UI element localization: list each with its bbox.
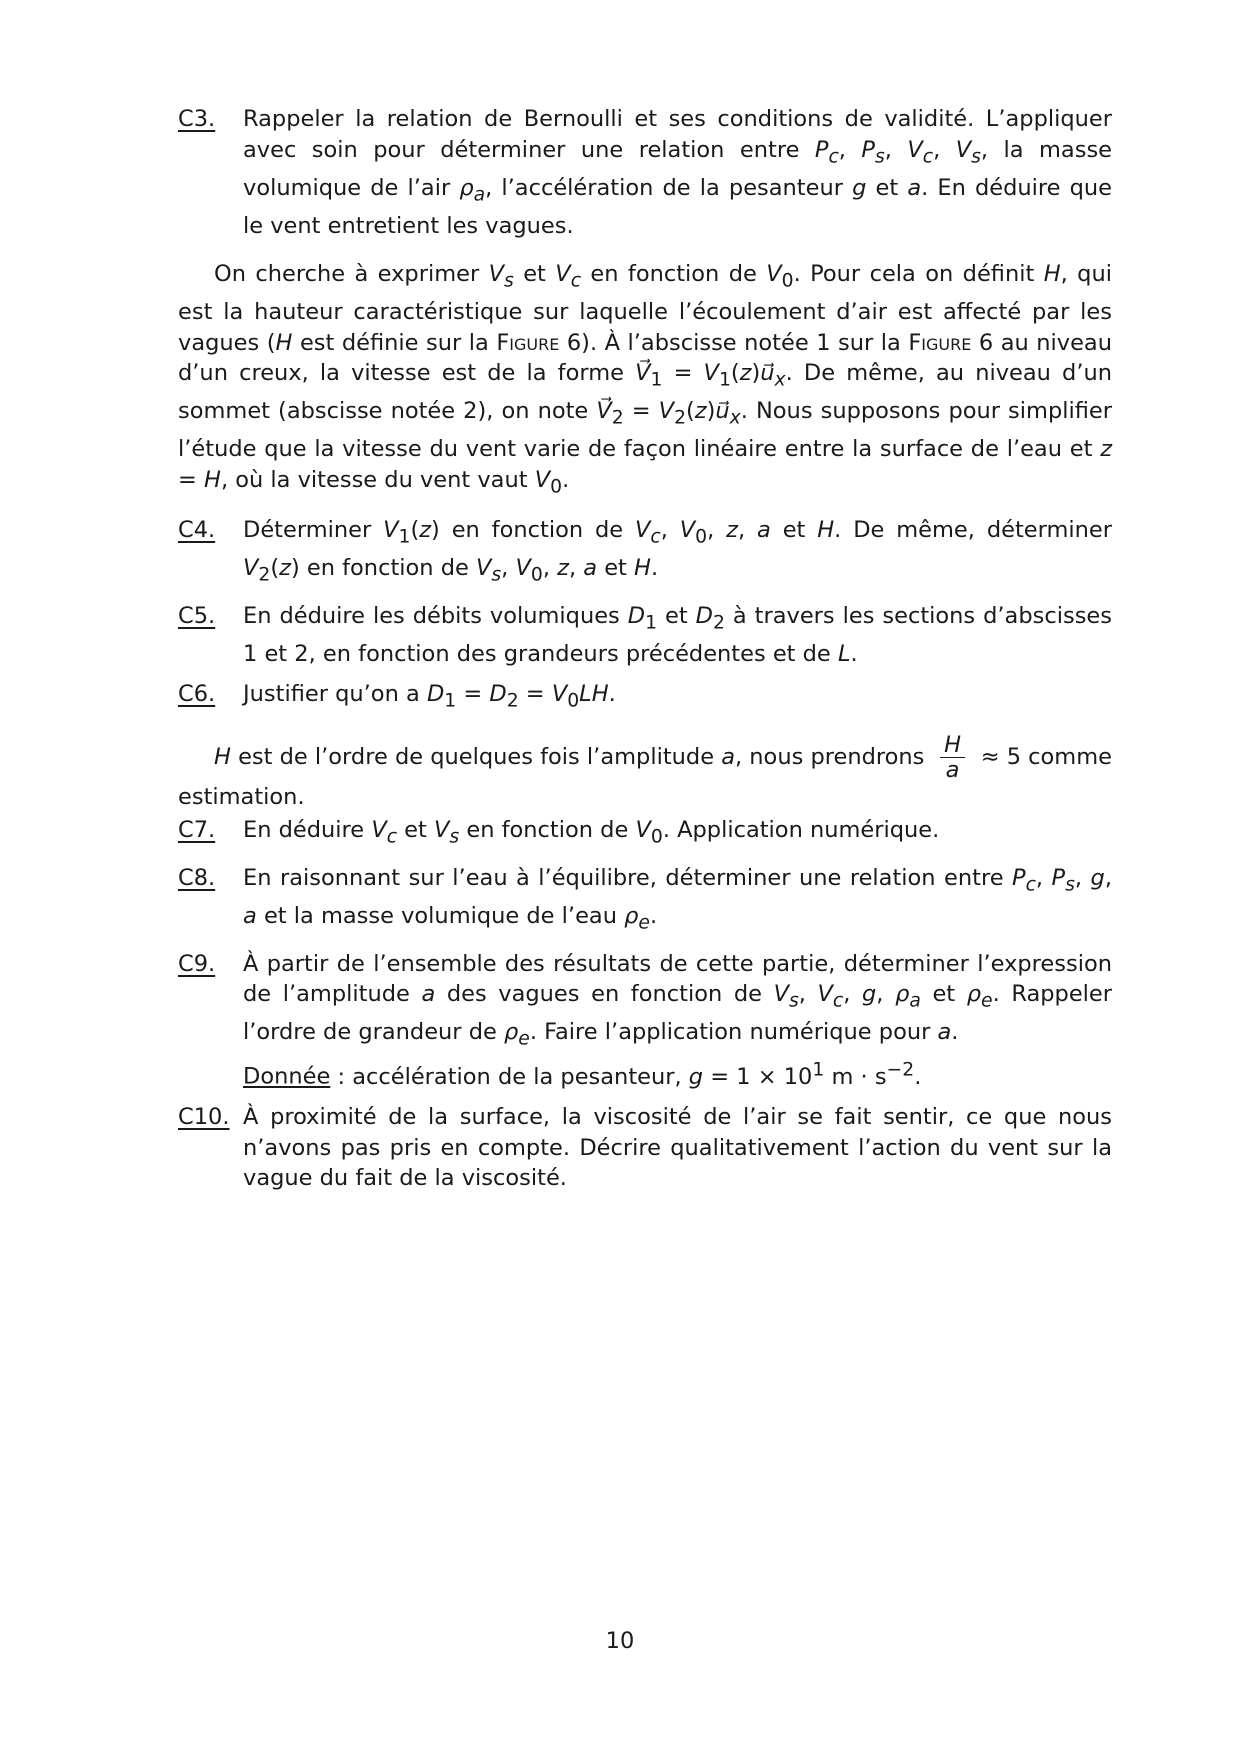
question-text: À proximité de la surface, la viscosité de l’air se fait sentir, ce que nous n’avons pas pris en compte. Décrire qualitativement l’action du vent sur la vague du fait de la viscosité. xyxy=(243,1104,1112,1191)
fraction-h-over-a xyxy=(940,733,965,782)
question-c9 xyxy=(178,949,1112,1093)
question-c6 xyxy=(178,679,1112,717)
question-label: C10. xyxy=(178,1104,230,1130)
question-text: Rappeler la relation de Bernoulli et ses conditions de validité. L’appliquer avec soin pour déterminer une relation entre $P_c$, $P_s$, $V_c$, $V_s$, la masse volumique de l’air $\rho_a$, l’accélération de la pesanteur g et a. En déduire que le vent entretient les vagues. xyxy=(243,106,1113,239)
estimation-text-before: H est de l’ordre de quelques fois l’amplitude a, nous prendrons xyxy=(214,744,925,771)
data-label: Donnée xyxy=(243,1063,331,1090)
question-c3 xyxy=(178,104,1112,241)
question-text: Déterminer $V_1(z)$ en fonction de $V_c$, $V_0$, z, a et H. De même, déterminer $V_2(z)$ en fonction de $V_s$, $V_0$, z, a et H. xyxy=(243,516,1112,585)
fraction-numerator: H xyxy=(940,733,965,758)
question-label: C9. xyxy=(178,950,216,977)
question-c4 xyxy=(178,515,1112,591)
question-text: En raisonnant sur l’eau à l’équilibre, déterminer une relation entre $P_c$, $P_s$, g, a et la masse volumique de l’eau $\rho_e$. xyxy=(243,864,1112,933)
estimation-text-after: ≈ 5 comme xyxy=(980,744,1112,771)
question-label: C6. xyxy=(178,681,216,707)
estimation-end: estimation. xyxy=(178,784,305,810)
question-label: C3. xyxy=(178,106,216,132)
question-c10 xyxy=(178,1102,1112,1194)
question-label: C5. xyxy=(178,602,216,629)
paragraph-estimation xyxy=(178,733,1112,813)
question-c5 xyxy=(178,601,1112,670)
data-text: : accélération de la pesanteur, $g = 1 \times 10^1$ $m \cdot s^{-2}$. xyxy=(330,1059,922,1090)
question-label: C7. xyxy=(178,816,216,843)
question-c8 xyxy=(178,863,1112,939)
paragraph-context: On cherche à exprimer $V_s$ et $V_c$ en fonction de $V_0$. Pour cela on définit H, qui est la hauteur caractéristique sur laquelle l’écoulement d’air est affecté par les vagues (H est définie sur la Figure 6). À l’abscisse notée 1 sur la Figure 6 au niveau d’un creux, la vitesse est de la forme $V⃗_1$ = $V_1(z)u⃗_x$. De même, au niveau d’un sommet (abscisse notée 2), on note $V⃗_2$ = $V_2(z)u⃗_x$. Nous supposons pour simplifier l’étude que la vitesse du vent varie de façon linéaire entre la surface de l’eau et z = H, où la vitesse du vent vaut $V_0$. xyxy=(178,261,1112,497)
question-label: C4. xyxy=(178,516,216,543)
question-text: En déduire les débits volumiques $D_1$ et $D_2$ à travers les sections d’abscisses 1 et 2, en fonction des grandeurs précédentes et de L. xyxy=(243,602,1112,667)
question-text: Justifier qu’on a $D_1 = D_2 = V_0LH$. xyxy=(243,681,616,712)
question-text: À partir de l’ensemble des résultats de cette partie, déterminer l’expression de l’amplitude a des vagues en fonction de $V_s$, $V_c$, g, $\rho_a$ et $\rho_e$. Rappeler l’ordre de grandeur de $\rho_e$. Faire l’application numérique pour a. Donnée : accélération de la pesanteur, $g = 1 \times 10^1$ $m \cdot s^{-2}$. xyxy=(243,950,1113,1090)
question-label: C8. xyxy=(178,864,216,891)
question-c7 xyxy=(178,815,1112,853)
page-number: 10 xyxy=(605,1628,635,1654)
question-text: En déduire $V_c$ et $V_s$ en fonction de $V_0$. Application numérique. xyxy=(243,816,940,847)
fraction-denominator: a xyxy=(945,757,960,783)
page-content xyxy=(178,104,1112,1204)
